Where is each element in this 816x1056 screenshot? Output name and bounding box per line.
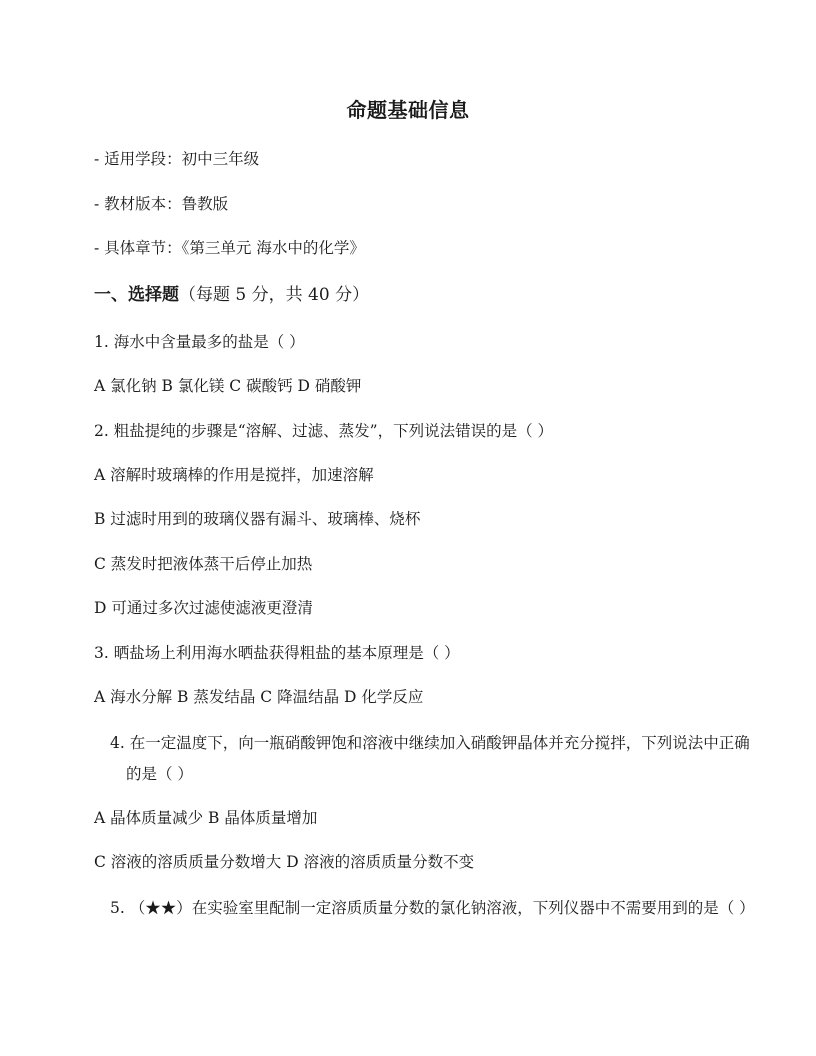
question-2-option-c: C 蒸发时把液体蒸干后停止加热 — [94, 555, 313, 573]
question-4-stem: 4. 在一定温度下，向一瓶硝酸钾饱和溶液中继续加入硝酸钾晶体并充分搅拌，下列说法中正确的是（ ） — [110, 734, 750, 783]
question-2-stem: 2. 粗盐提纯的步骤是“溶解、过滤、蒸发”，下列说法错误的是（ ） — [94, 422, 553, 440]
question-2-option-a: A 溶解时玻璃棒的作用是搅拌，加速溶解 — [94, 466, 374, 484]
question-5-stem: 5. （★★）在实验室里配制一定溶质质量分数的氯化钠溶液，下列仪器中不需要用到的是（ ） — [110, 899, 755, 917]
meta-grade: - 适用学段：初中三年级 — [94, 150, 260, 168]
question-3-stem: 3. 晒盐场上利用海水晒盐获得粗盐的基本原理是（ ） — [94, 644, 460, 662]
page-title: 命题基础信息 — [346, 98, 470, 122]
question-1-stem: 1. 海水中含量最多的盐是（ ） — [94, 333, 305, 351]
question-2-option-b: B 过滤时用到的玻璃仪器有漏斗、玻璃棒、烧杯 — [94, 510, 421, 528]
question-3-options: A 海水分解 B 蒸发结晶 C 降温结晶 D 化学反应 — [94, 688, 424, 706]
meta-textbook: - 教材版本：鲁教版 — [94, 195, 229, 213]
question-1-options: A 氯化钠 B 氯化镁 C 碳酸钙 D 硝酸钾 — [94, 377, 362, 395]
section-heading — [94, 280, 369, 311]
question-2-option-d: D 可通过多次过滤使滤液更澄清 — [94, 599, 313, 617]
question-4-options-cd: C 溶液的溶质质量分数增大 D 溶液的溶质质量分数不变 — [94, 853, 475, 871]
question-4-options-ab: A 晶体质量减少 B 晶体质量增加 — [94, 809, 318, 827]
meta-chapter: - 具体章节：《第三单元 海水中的化学》 — [94, 239, 365, 257]
section-heading-title: 一、选择题 — [94, 285, 179, 305]
section-heading-note: （每题 5 分，共 40 分） — [179, 285, 370, 305]
